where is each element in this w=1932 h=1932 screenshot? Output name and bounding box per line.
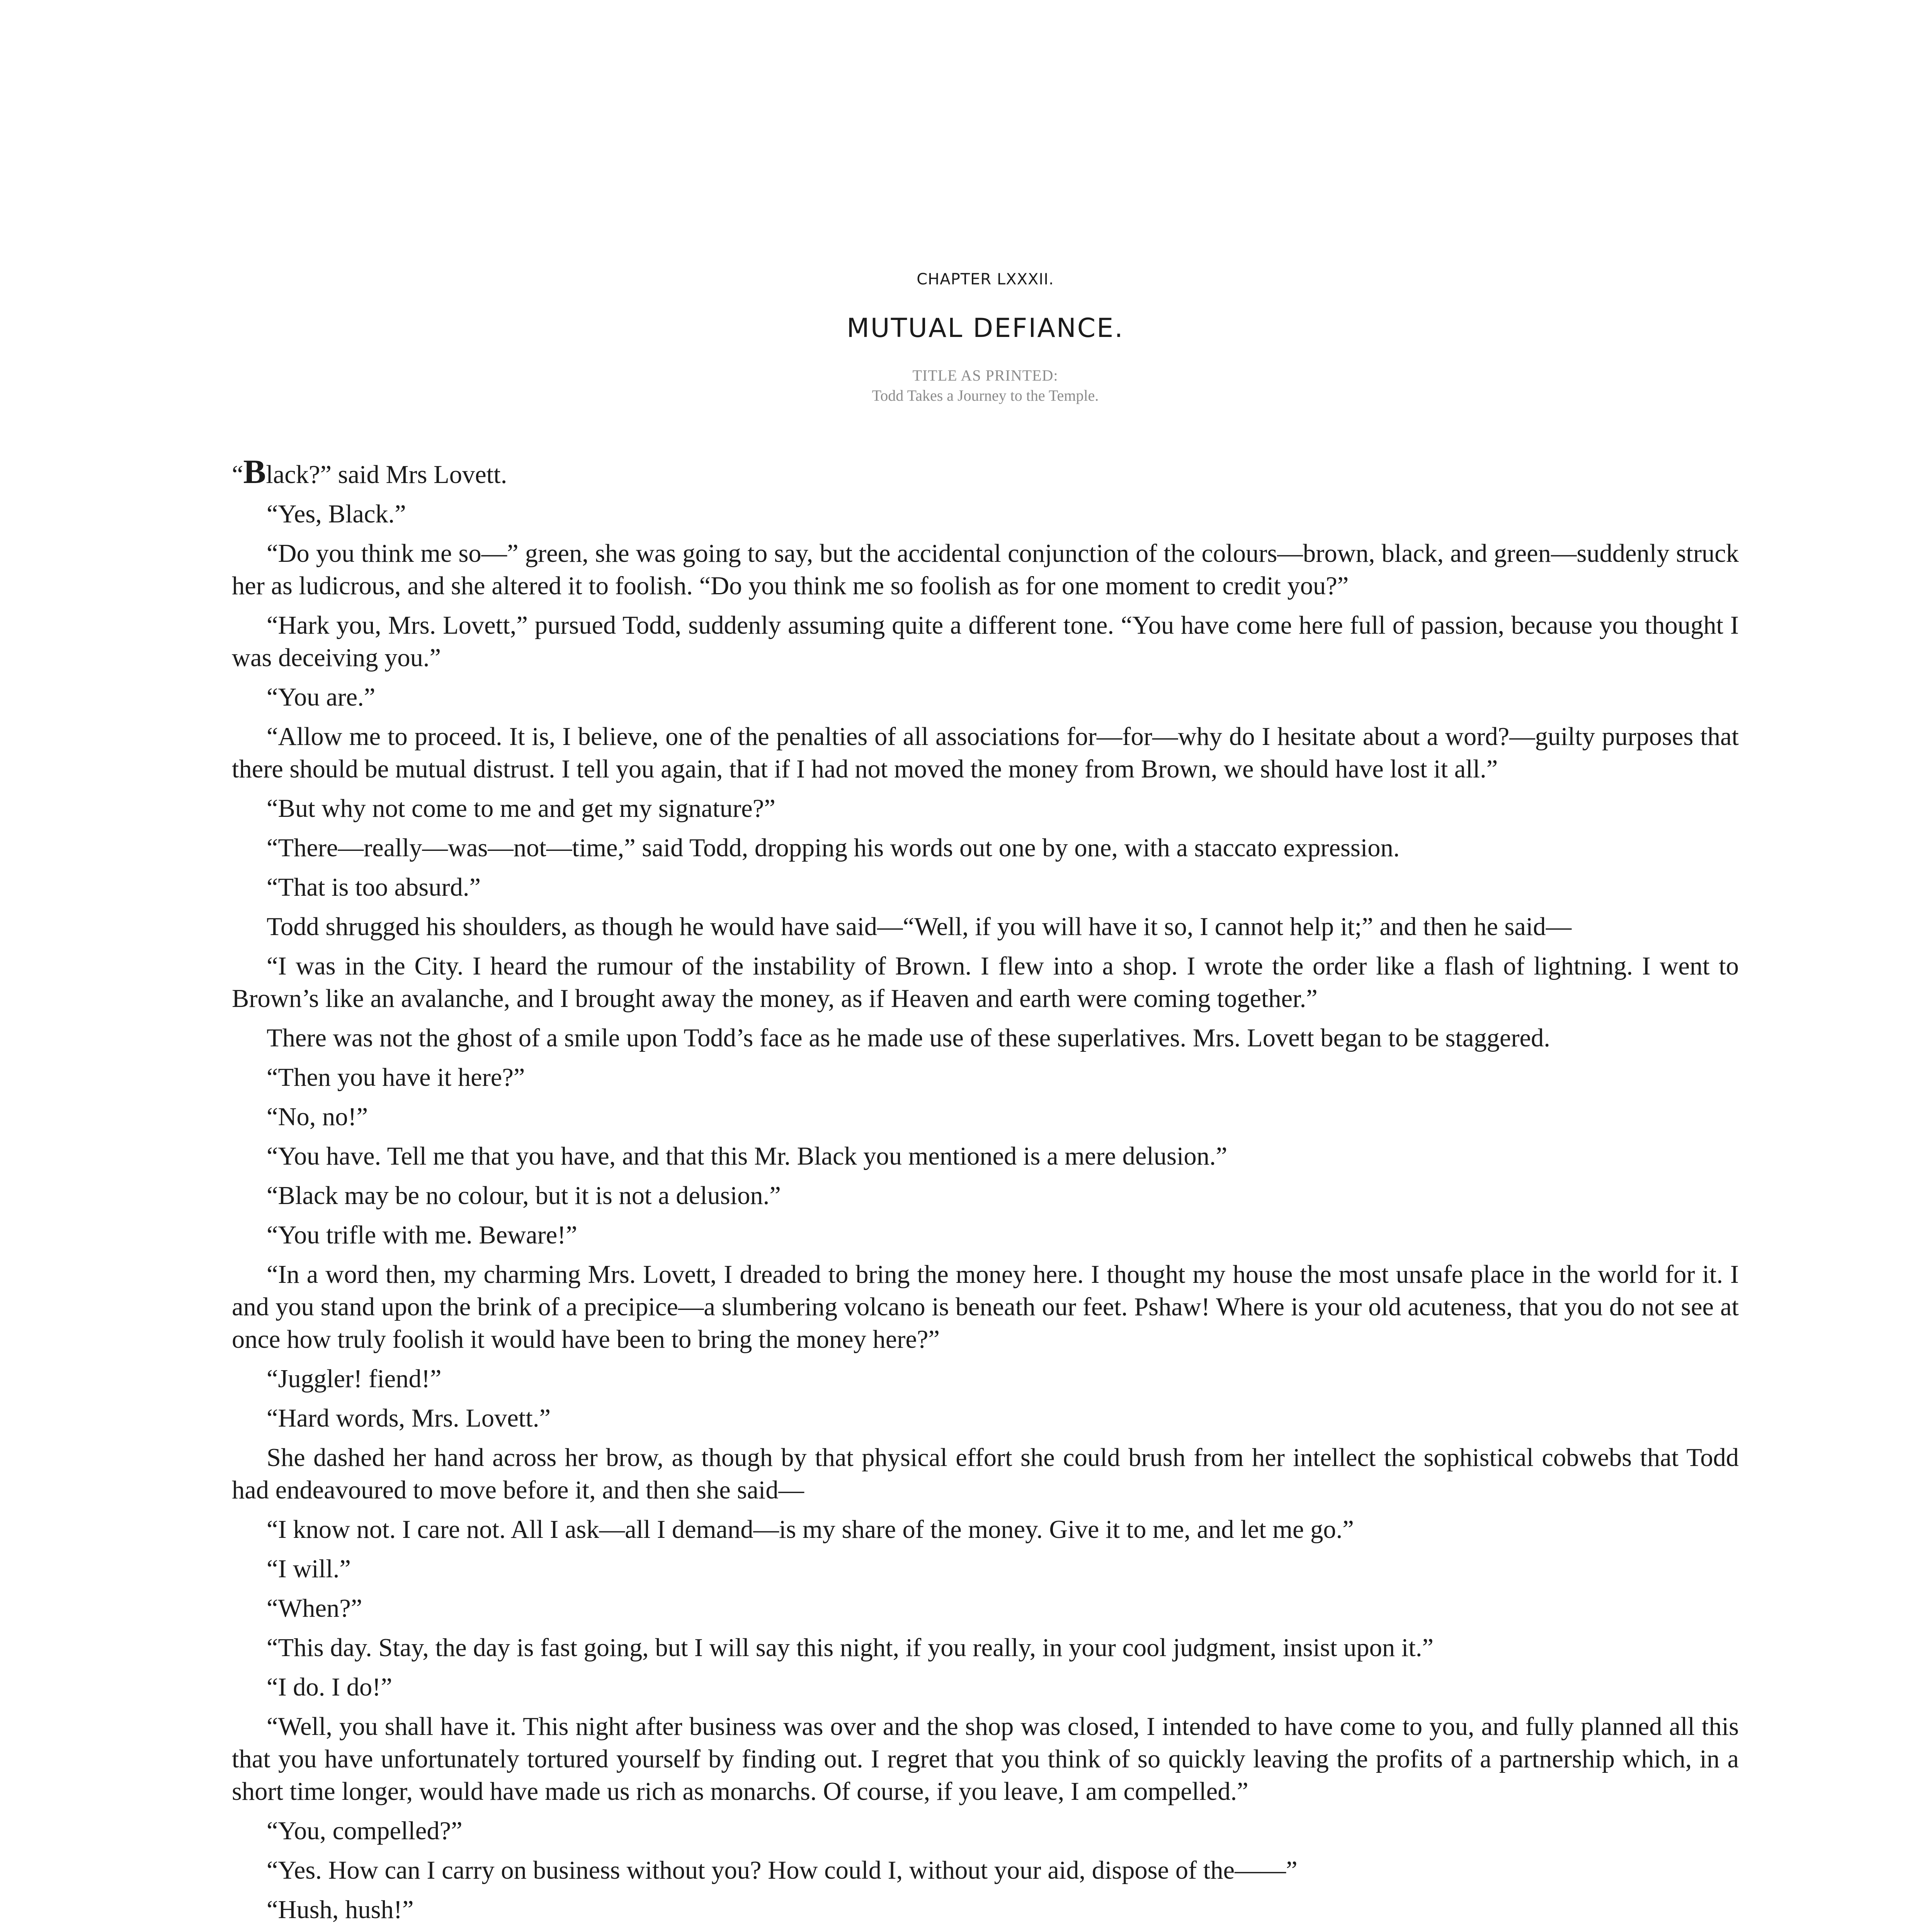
paragraph: “You trifle with me. Beware!” (267, 1221, 577, 1249)
paragraph: “Yes. How can I carry on business without you? How could I, without your aid, dispose of the——” (267, 1856, 1298, 1884)
chapter-title: MUTUAL DEFIANCE. (847, 313, 1124, 344)
paragraph: She dashed her hand across her brow, as though by that physical effort she could brush from her intellect the sophistical cobwebs that Todd had endeavoured to move before it, and then she said— (232, 1444, 1739, 1504)
opening-quote: “ (232, 461, 243, 489)
paragraph: “I do. I do!” (267, 1673, 392, 1701)
paragraph: “No, no!” (267, 1103, 368, 1131)
paragraph: “Then you have it here?” (267, 1063, 525, 1092)
paragraph: “I was in the City. I heard the rumour of the instability of Brown. I flew into a shop. I wrote the order like a flash of lightning. I went to Brown’s like an avalanche, and I brought away the money, as if Heaven and earth were coming together.” (232, 952, 1739, 1013)
paragraph: “I will.” (267, 1555, 351, 1583)
printed-title: Todd Takes a Journey to the Temple. (872, 387, 1099, 404)
paragraph: “I know not. I care not. All I ask—all I demand—is my share of the money. Give it to me, and let me go.” (267, 1515, 1354, 1544)
paragraph: “You have. Tell me that you have, and that this Mr. Black you mentioned is a mere delusion.” (267, 1142, 1228, 1170)
chapter-number: CHAPTER LXXXII. (917, 270, 1054, 288)
printed-title-label: TITLE AS PRINTED: (912, 367, 1058, 384)
paragraph: There was not the ghost of a smile upon Todd’s face as he made use of these superlatives. Mrs. Lovett began to be staggered. (267, 1024, 1550, 1052)
paragraph: “Hark you, Mrs. Lovett,” pursued Todd, suddenly assuming quite a different tone. “You have come here full of passion, because you thought I was deceiving you.” (232, 611, 1739, 672)
paragraph: Todd shrugged his shoulders, as though he would have said—“Well, if you will have it so, I cannot help it;” and then he said— (267, 913, 1572, 941)
paragraph: “In a word then, my charming Mrs. Lovett, I dreaded to bring the money here. I thought my house the most unsafe place in the world for it. I and you stand upon the brink of a precipice—a slumbering volcano is beneath our feet. Pshaw! Where is your old acuteness, that you do not see at once how truly foolish it would have been to bring the money here?” (232, 1260, 1739, 1354)
paragraph: “Yes, Black.” (267, 500, 406, 528)
drop-cap: B (243, 453, 266, 491)
paragraph: “But why not come to me and get my signature?” (267, 794, 776, 823)
paragraph: “When?” (267, 1594, 362, 1622)
paragraph: “That is too absurd.” (267, 873, 481, 901)
paragraph: “Black may be no colour, but it is not a delusion.” (267, 1182, 781, 1210)
paragraph: “You are.” (267, 683, 376, 711)
paragraph: “Allow me to proceed. It is, I believe, one of the penalties of all associations for—for—why do I hesitate about a word?—guilty purposes that there should be mutual distrust. I tell you again, that if I had not moved the money from Brown, we should have lost it all.” (232, 723, 1739, 783)
paragraph: “Hush, hush!” (267, 1896, 414, 1924)
paragraph: “Well, you shall have it. This night after business was over and the shop was closed, I intended to have come to you, and fully planned all this that you have unfortunately tortured yourself by finding out. I regret that you think of so quickly leaving the profits of a partnership which, in a short time longer, would have made us rich as monarchs. Of course, if you leave, I am compelled.” (232, 1713, 1739, 1806)
paragraph: “Juggler! fiend!” (267, 1365, 442, 1393)
paragraph: “There—really—was—not—time,” said Todd, dropping his words out one by one, with a staccato expression. (267, 834, 1400, 862)
paragraph-opening (232, 453, 1739, 491)
opening-text: lack?” said Mrs Lovett. (266, 461, 507, 489)
paragraph: “You, compelled?” (267, 1817, 463, 1845)
paragraph: “Hard words, Mrs. Lovett.” (267, 1404, 551, 1432)
paragraph: “This day. Stay, the day is fast going, but I will say this night, if you really, in your cool judgment, insist upon it.” (267, 1634, 1434, 1662)
paragraph: “Do you think me so—” green, she was going to say, but the accidental conjunction of the colours—brown, black, and green—suddenly struck her as ludicrous, and she altered it to foolish. “Do you think me so foolish as for one moment to credit you?” (232, 539, 1739, 600)
chapter-body (232, 453, 1739, 1932)
